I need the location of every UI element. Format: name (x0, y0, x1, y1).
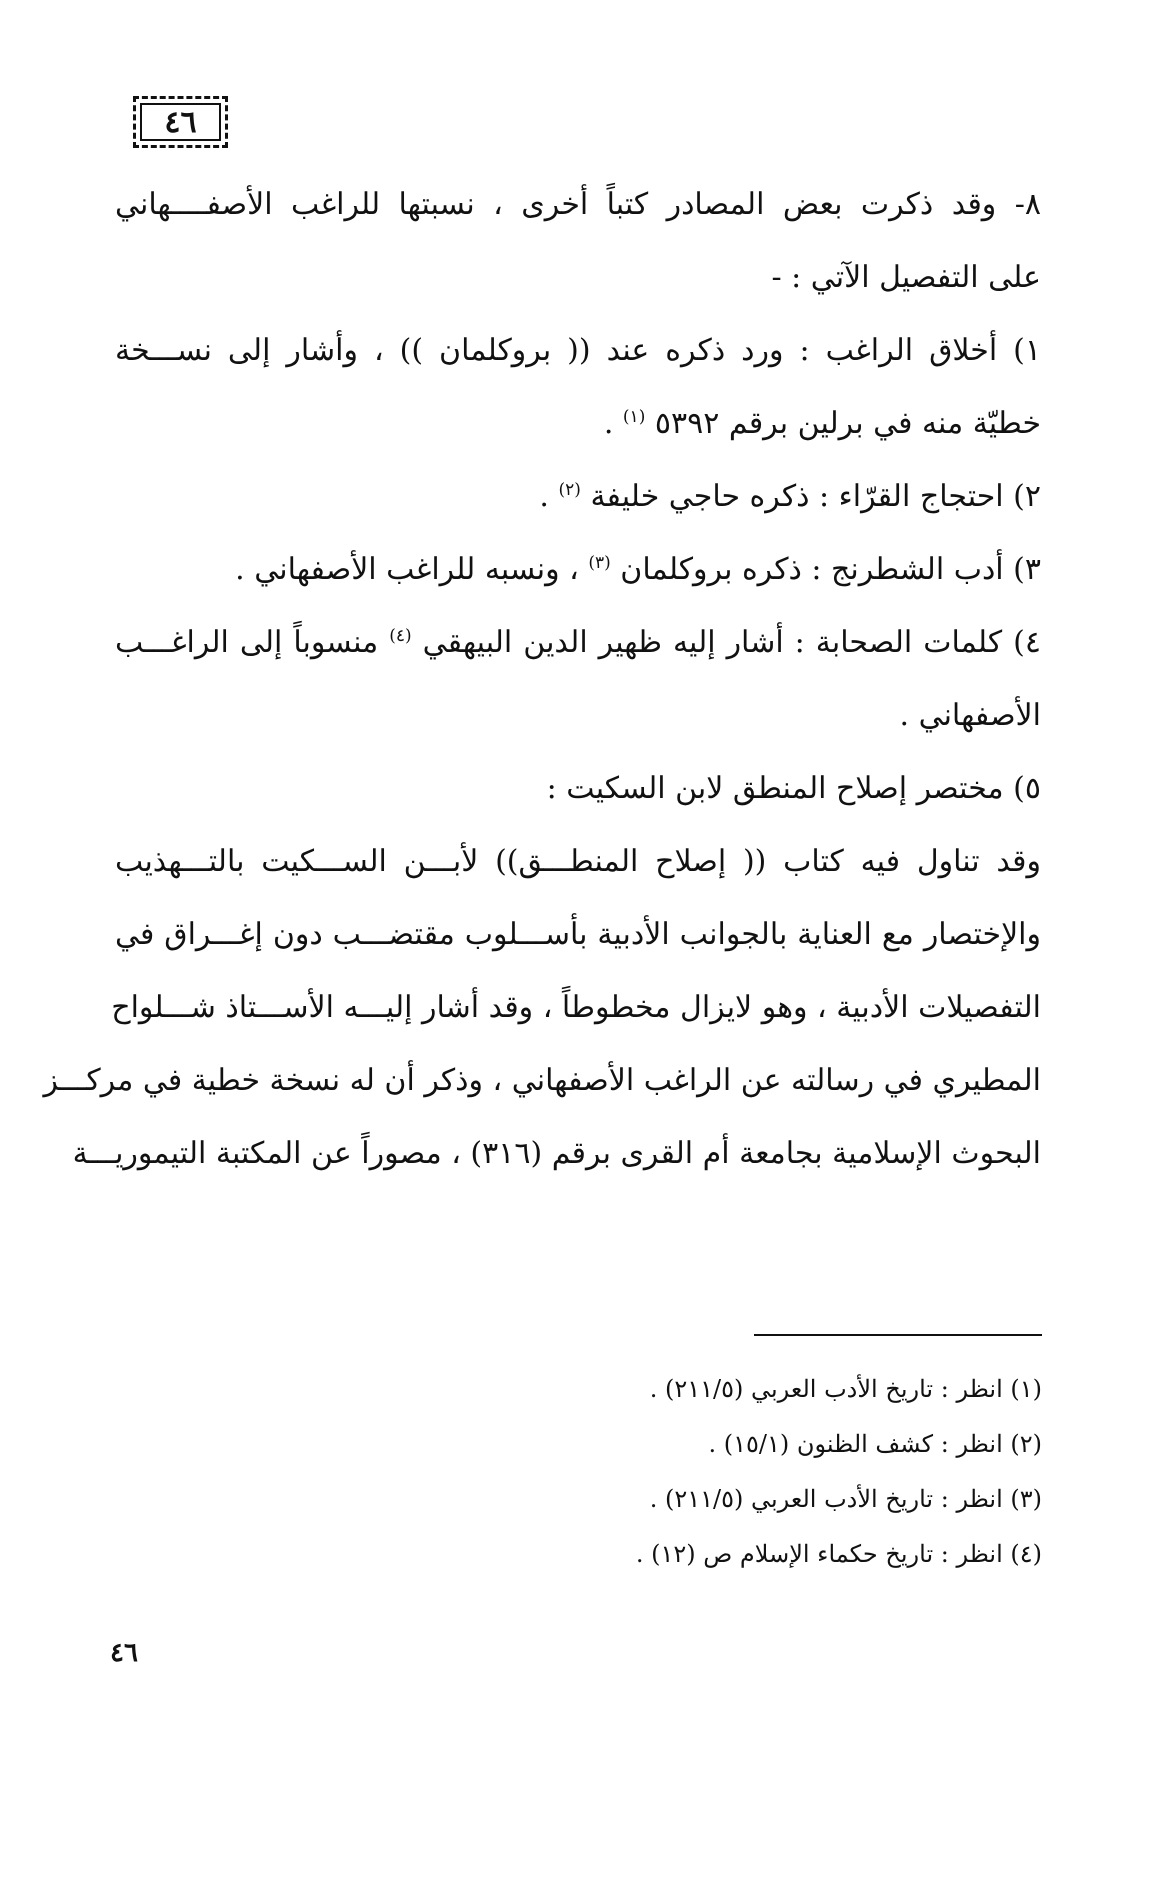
paragraph-line: المطيري في رسالته عن الراغب الأصفهاني ، وذكر أن له نسخة خطية في مركـــز (43, 1063, 1041, 1098)
footnote-ref[interactable]: (١) (622, 407, 646, 427)
paragraph-line: والإختصار مع العناية بالجوانب الأدبية بأســـلوب مقتضـــب دون إغـــراق في (115, 917, 1041, 952)
footnotes (400, 1362, 1042, 1582)
list-item-text: منسوباً إلى الراغـــب (115, 625, 379, 660)
page-number-box (133, 96, 228, 148)
footnote-ref[interactable]: (٣) (588, 553, 611, 573)
list-item-text: . (539, 479, 559, 514)
footnote-ref[interactable]: (٢) (558, 480, 581, 500)
list-item-line (115, 387, 1041, 460)
list-item-text: . (603, 406, 623, 441)
footnote: (٣) انظر : تاريخ الأدب العربي (٢١١/٥) . (649, 1485, 1042, 1513)
footnote-separator (754, 1334, 1042, 1336)
list-item-line: الأصفهاني . (899, 698, 1041, 733)
list-item-line: ٥) مختصر إصلاح المنطق لابن السكيت : (546, 771, 1041, 806)
footnote: (٤) انظر : تاريخ حكماء الإسلام ص (١٢) . (635, 1540, 1042, 1568)
body-text (43, 168, 1041, 1190)
paragraph-line: وقد تناول فيه كتاب (( إصلاح المنطـــق)) لأبـــن الســـكيت بالتـــهذيب (115, 844, 1041, 879)
list-item-line (115, 606, 1041, 679)
paragraph-line: على التفصيل الآتي : - (771, 260, 1041, 295)
list-item-text: خطيّة منه في برلين برقم ٥٣٩٢ (654, 406, 1041, 441)
footnote: (٢) انظر : كشف الظنون (١٥/١) . (708, 1430, 1042, 1458)
paragraph-line: التفصيلات الأدبية ، وهو لايزال مخطوطاً ، وقد أشار إليـــه الأســـتاذ شـــلواح (111, 990, 1041, 1025)
list-item-text: ، ونسبه للراغب الأصفهاني . (235, 552, 589, 587)
page-number-top: ٤٦ (164, 104, 197, 140)
footnote: (١) انظر : تاريخ الأدب العربي (٢١١/٥) . (649, 1375, 1042, 1403)
footnote-ref[interactable]: (٤) (389, 626, 412, 646)
list-item-text: ٣) أدب الشطرنج : ذكره بروكلمان (620, 552, 1041, 587)
list-item-line: ١) أخلاق الراغب : ورد ذكره عند (( بروكلمان )) ، وأشار إلى نســـخة (115, 333, 1041, 368)
page-number-bottom: ٤٦ (110, 1638, 138, 1668)
paragraph-line: البحوث الإسلامية بجامعة أم القرى برقم (٣١٦) ، مصوراً عن المكتبة التيموريـــة (72, 1136, 1041, 1171)
paragraph-line: ٨- وقد ذكرت بعض المصادر كتباً أخرى ، نسبتها للراغب الأصفــــهاني (115, 187, 1041, 222)
list-item-line (115, 533, 1041, 606)
list-item-text: ٤) كلمات الصحابة : أشار إليه ظهير الدين البيهقي (422, 625, 1041, 660)
list-item-text: ٢) احتجاج القرّاء : ذكره حاجي خليفة (590, 479, 1041, 514)
list-item-line (115, 460, 1041, 533)
